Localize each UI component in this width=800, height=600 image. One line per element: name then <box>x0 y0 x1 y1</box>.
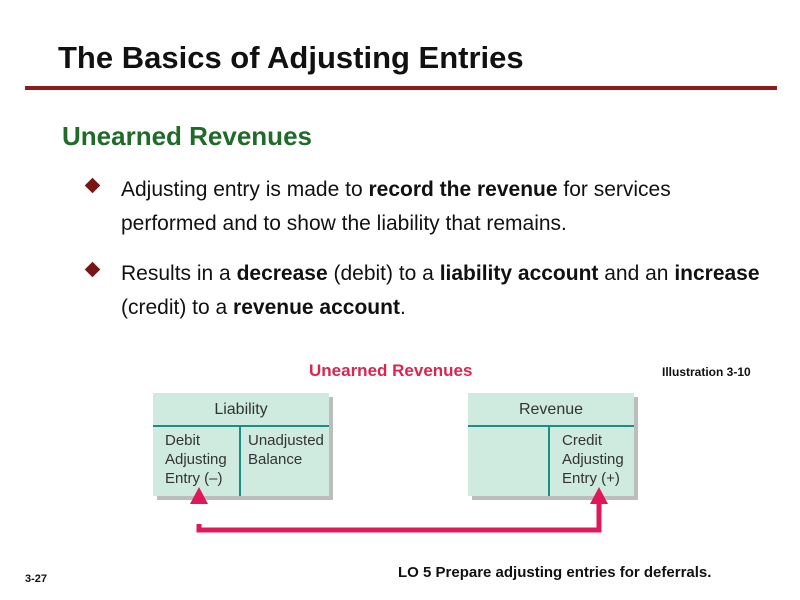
bullet-text-run: and an <box>598 262 675 285</box>
cell-line: Debit <box>165 432 201 449</box>
revenue-t-account <box>468 393 634 496</box>
page-number: 3-27 <box>25 573 48 585</box>
title-divider <box>25 86 777 90</box>
liability-t-account <box>153 393 329 496</box>
cell-line: Entry (–) <box>165 470 223 487</box>
emphasized-text: record the revenue <box>368 178 558 201</box>
cell-line: Adjusting <box>165 451 227 468</box>
emphasized-text: liability account <box>439 262 599 285</box>
emphasized-text: revenue account <box>233 296 400 319</box>
learning-objective: LO 5 Prepare adjusting entries for deferrals. <box>398 564 712 581</box>
cell-line: Entry (+) <box>562 470 620 487</box>
connector-arrow-icon <box>180 486 620 536</box>
cell-line: Balance <box>248 451 303 468</box>
emphasized-text: increase <box>674 262 760 285</box>
slide-title: The Basics of Adjusting Entries <box>58 40 524 75</box>
bullet-text-run: Results in a <box>121 262 237 285</box>
t-account-horizontal-line <box>153 425 329 427</box>
bullet-text-run: . <box>399 296 406 319</box>
bullet-text-run: Adjusting entry is made to <box>121 178 369 201</box>
illustration-label: Illustration 3-10 <box>662 365 751 379</box>
debit-side-text <box>165 431 227 488</box>
account-name: Revenue <box>518 401 584 418</box>
cell-line: Credit <box>562 432 603 449</box>
bullet-text <box>121 257 764 325</box>
diamond-bullet-icon <box>85 262 101 278</box>
bullet-item <box>84 173 764 241</box>
credit-side-text <box>248 431 324 469</box>
cell-line: Adjusting <box>562 451 624 468</box>
bullet-text-run: for services performed and to show the liability that remains. <box>121 178 671 235</box>
bullet-text <box>121 173 764 241</box>
emphasized-text: decrease <box>236 262 328 285</box>
account-name: Liability <box>214 401 268 418</box>
bullet-item <box>84 257 764 325</box>
diagram-title: Unearned Revenues <box>309 361 473 380</box>
bullet-text-run: (debit) to a <box>327 262 440 285</box>
section-heading: Unearned Revenues <box>62 121 312 151</box>
bullet-text-run: (credit) to a <box>121 296 234 319</box>
credit-side-text <box>562 431 624 488</box>
cell-line: Unadjusted <box>248 432 324 449</box>
diamond-bullet-icon <box>85 178 101 194</box>
t-account-horizontal-line <box>468 425 634 427</box>
